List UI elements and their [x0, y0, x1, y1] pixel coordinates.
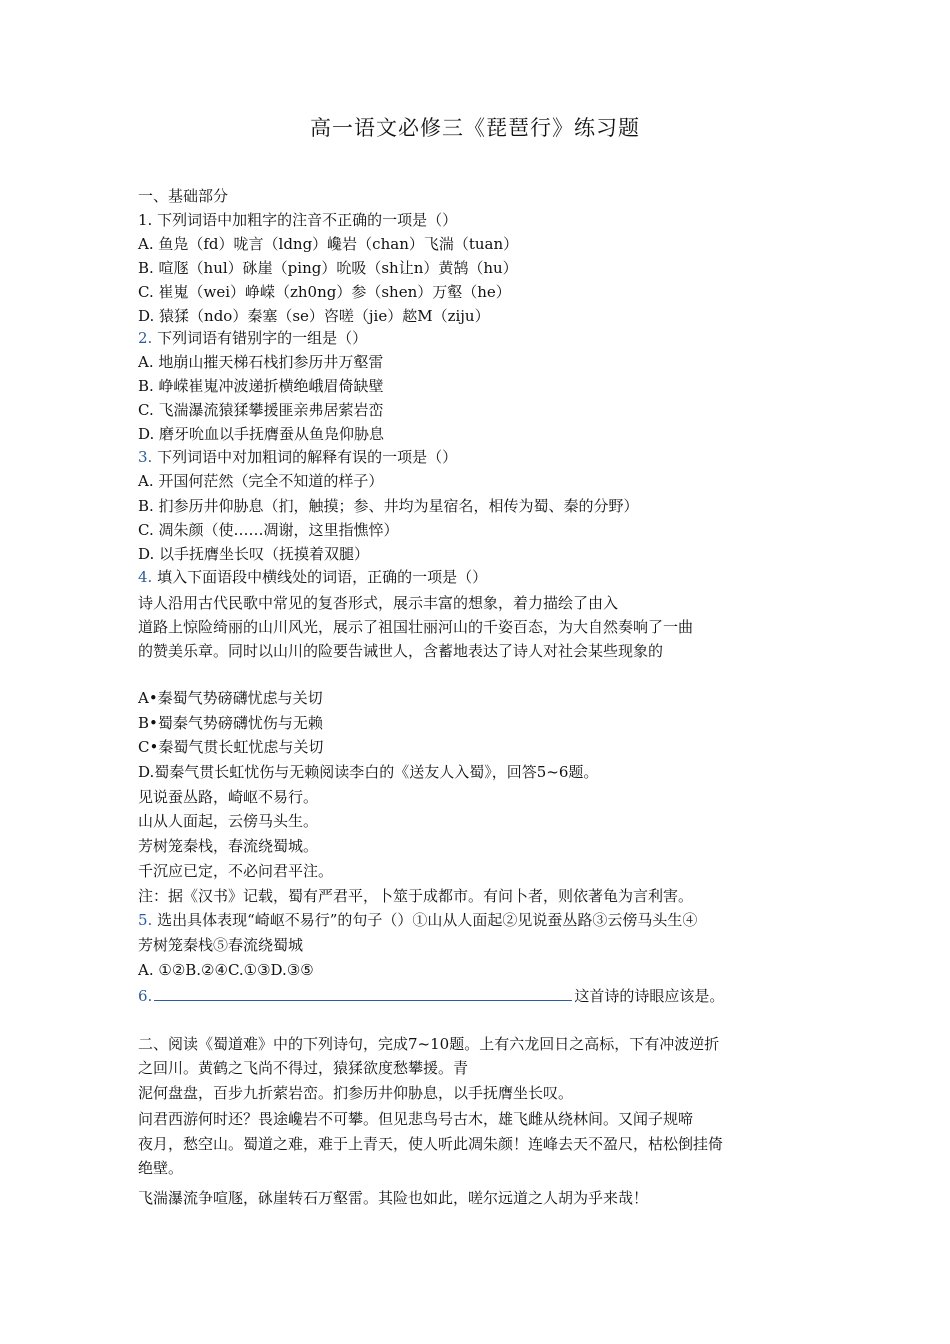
- question-3: 3. 下列词语中对加粗词的解释有误的一项是（）: [138, 448, 458, 466]
- option-c: C•秦蜀气贯长虹忧虑与关切: [138, 738, 324, 756]
- option-d: D. 猿猱（ndo）秦塞（se）咨嗟（jie）趑M（ziju）: [138, 307, 490, 325]
- option-c: C. 凋朱颜（使……凋谢，这里指憔悴）: [138, 521, 399, 539]
- question-5-continued: 芳树笼秦栈⑤春流绕蜀城: [138, 936, 304, 954]
- option-d: D. 以手抚膺坐长叹（抚摸着双腿）: [138, 545, 370, 563]
- question-number: 3.: [138, 448, 153, 466]
- option-d: D. 磨牙吮血以手抚膺蚕从鱼凫仰胁息: [138, 425, 385, 443]
- question-6: 6. 这首诗的诗眼应该是。: [138, 987, 725, 1005]
- option-b: B. 峥嵘崔嵬冲波递折横绝峨眉倚缺壁: [138, 377, 384, 395]
- poem-line: 见说蚕丛路，崎岖不易行。: [138, 788, 319, 806]
- option-a: A. 开国何茫然（完全不知道的样子）: [138, 472, 384, 490]
- option-c: C. 飞湍瀑流猿猱攀援匪亲弗居萦岩峦: [138, 401, 384, 419]
- question-5: 5. 选出具体表现“崎岖不易行”的句子（）①山从人面起②见说蚕丛路③云傍马头生④: [138, 911, 698, 929]
- poem-line: 夜月，愁空山。蜀道之难，难于上青天，使人听此凋朱颜！连峰去天不盈尺，枯松倒挂倚: [138, 1135, 724, 1153]
- option-b: B. 喧豗（hul）砯崖（ping）吮吸（sh让n）黄鹄（hu）: [138, 259, 518, 277]
- passage-line: 道路上惊险绮丽的山川风光，展示了祖国壮丽河山的千姿百态，为大自然奏响了一曲: [138, 618, 694, 636]
- poem-line: 千沉应已定，不必问君平注。: [138, 862, 334, 880]
- option-a: A•秦蜀气势磅礴忧虑与关切: [138, 689, 323, 707]
- poem-line: 山从人面起，云傍马头生。: [138, 812, 319, 830]
- option-b: B•蜀秦气势磅礴忧伤与无赖: [138, 714, 323, 732]
- option-d: D.蜀秦气贯长虹忧伤与无赖阅读李白的《送友人入蜀》，回答5~6题。: [138, 763, 599, 781]
- option-a: A. 地崩山摧天梯石栈扪参历井万壑雷: [138, 353, 384, 371]
- section-heading: 二、阅读《蜀道难》中的下列诗句，完成7~10题。上有六龙回日之高标，下有冲波逆折: [138, 1035, 720, 1053]
- question-1: 1. 下列词语中加粗字的注音不正确的一项是（）: [138, 211, 458, 229]
- answer-blank: [154, 986, 572, 1001]
- poem-line: 飞湍瀑流争喧豗，砯崖转石万壑雷。其险也如此，嗟尔远道之人胡为乎来哉！: [138, 1189, 649, 1207]
- poem-line: 绝壁。: [138, 1159, 184, 1177]
- passage-line: 诗人沿用古代民歌中常见的复沓形式，展示丰富的想象，着力描绘了由入: [138, 594, 619, 612]
- option-b: B. 扪参历井仰胁息（扪，触摸；参、井均为星宿名，相传为蜀、秦的分野）: [138, 497, 639, 515]
- option-a: A. 鱼凫（fd）咙言（ldng）巉岩（chan）飞湍（tuan）: [138, 235, 519, 253]
- poem-line: 之回川。黄鹤之飞尚不得过，猿猱欲度愁攀援。青: [138, 1059, 469, 1077]
- question-number: 5.: [138, 911, 153, 929]
- page-title: 高一语文必修三《琵琶行》练习题: [310, 116, 640, 140]
- annotation: 注：据《汉书》记载，蜀有严君平，卜筮于成都市。有问卜者，则依著龟为言利害。: [138, 887, 694, 905]
- question-4: 4. 填入下面语段中横线处的词语，正确的一项是（）: [138, 568, 488, 586]
- section-heading: 一、基础部分: [138, 187, 229, 205]
- question-2: 2. 下列词语有错别字的一组是（）: [138, 329, 368, 347]
- question-5-options: A. ①②B.②④C.①③D.③⑤: [138, 961, 314, 979]
- question-number: 4.: [138, 568, 153, 586]
- poem-line: 芳树笼秦栈，春流绕蜀城。: [138, 837, 319, 855]
- question-number: 6.: [138, 987, 153, 1005]
- poem-line: 泥何盘盘，百步九折萦岩峦。扪参历井仰胁息，以手抚膺坐长叹。: [138, 1084, 574, 1102]
- option-c: C. 崔嵬（wei）峥嵘（zh0ng）参（shen）万壑（he）: [138, 283, 511, 301]
- poem-line: 问君西游何时还？畏途巉岩不可攀。但见悲鸟号古木，雄飞雌从绕林间。又闻子规啼: [138, 1110, 694, 1128]
- passage-line: 的赞美乐章。同时以山川的险要告诫世人，含蓄地表达了诗人对社会某些现象的: [138, 642, 664, 660]
- question-number: 2.: [138, 329, 153, 347]
